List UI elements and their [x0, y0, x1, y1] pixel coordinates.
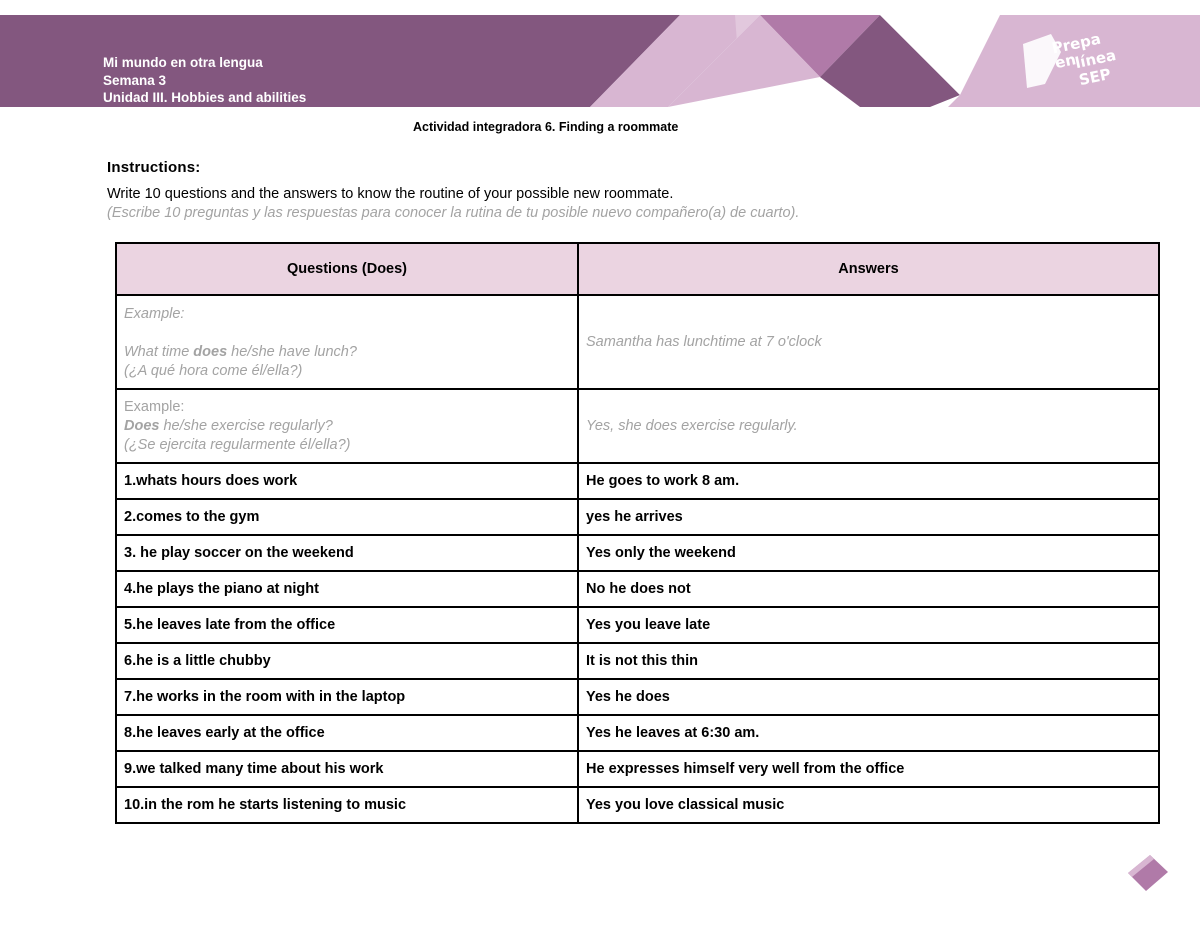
course-info — [103, 54, 306, 107]
example-2-question-text — [124, 417, 570, 436]
table-row — [116, 571, 1159, 607]
logo-text-3: SEP — [1077, 64, 1113, 90]
example-2-label: Example: — [124, 398, 185, 415]
example-row-1 — [116, 295, 1159, 389]
instructions-text-spanish: (Escribe 10 preguntas y las respuestas para conocer la rutina de tu posible nuevo compañero(a) de cuarto). — [107, 205, 800, 221]
answer-cell: It is not this thin — [578, 643, 1159, 679]
unit-label: Unidad III. Hobbies and abilities — [103, 90, 307, 105]
question-cell: 3. he play soccer on the weekend — [116, 535, 578, 571]
answer-cell: He expresses himself very well from the office — [578, 751, 1159, 787]
table-row — [116, 535, 1159, 571]
activity-title: Actividad integradora 6. Finding a roommate — [413, 120, 679, 134]
question-cell: 6.he is a little chubby — [116, 643, 578, 679]
example-1-question-text — [124, 343, 570, 362]
answer-cell: yes he arrives — [578, 499, 1159, 535]
example-1-q-post: he/she have lunch? — [227, 344, 357, 360]
logo-text-1: Prepa en — [1050, 29, 1103, 73]
example-2-question — [116, 389, 578, 463]
table-row — [116, 679, 1159, 715]
logo-text-2: línea — [1073, 45, 1118, 73]
answers-column-header: Answers — [578, 243, 1159, 295]
example-1-answer: Samantha has lunchtime at 7 o'clock — [578, 295, 1159, 389]
example-1-q-bold: does — [193, 344, 228, 360]
question-cell: 10.in the rom he starts listening to music — [116, 787, 578, 823]
prepa-en-linea-logo — [1015, 22, 1125, 100]
question-cell: 8.he leaves early at the office — [116, 715, 578, 751]
table-header-row — [116, 243, 1159, 295]
table-row — [116, 751, 1159, 787]
table-row — [116, 607, 1159, 643]
question-cell: 5.he leaves late from the office — [116, 607, 578, 643]
answer-cell: He goes to work 8 am. — [578, 463, 1159, 499]
answer-cell: Yes he leaves at 6:30 am. — [578, 715, 1159, 751]
question-cell: 7.he works in the room with in the laptop — [116, 679, 578, 715]
example-2-answer: Yes, she does exercise regularly. — [578, 389, 1159, 463]
question-cell: 2.comes to the gym — [116, 499, 578, 535]
example-1-question — [116, 295, 578, 389]
table-row — [116, 715, 1159, 751]
week-label: Semana 3 — [103, 72, 167, 88]
table-row — [116, 787, 1159, 823]
question-cell: 9.we talked many time about his work — [116, 751, 578, 787]
example-1-question-spanish: (¿A qué hora come él/ella?) — [124, 363, 303, 379]
table-row — [116, 499, 1159, 535]
instructions-text: Write 10 questions and the answers to know the routine of your possible new roommate. — [107, 186, 674, 202]
corner-diamond-decoration — [1128, 855, 1168, 891]
answer-cell: Yes you leave late — [578, 607, 1159, 643]
answer-cell: Yes you love classical music — [578, 787, 1159, 823]
example-2-q-bold: Does — [124, 417, 160, 434]
course-name: Mi mundo en otra lengua — [103, 55, 263, 70]
question-cell: 1.whats hours does work — [116, 463, 578, 499]
example-row-2 — [116, 389, 1159, 463]
questions-answers-table — [115, 242, 1160, 824]
table-row — [116, 463, 1159, 499]
example-2-question-spanish: (¿Se ejercita regularmente él/ella?) — [124, 436, 351, 453]
table-row — [116, 643, 1159, 679]
instructions-heading: Instructions: — [107, 159, 201, 176]
questions-column-header: Questions (Does) — [116, 243, 578, 295]
answer-cell: No he does not — [578, 571, 1159, 607]
answer-cell: Yes he does — [578, 679, 1159, 715]
answer-cell: Yes only the weekend — [578, 535, 1159, 571]
question-cell: 4.he plays the piano at night — [116, 571, 578, 607]
example-1-label: Example: — [124, 306, 185, 322]
answer-rows — [116, 463, 1159, 823]
example-1-q-pre: What time — [124, 344, 194, 360]
example-2-q-post: he/she exercise regularly? — [159, 417, 333, 434]
